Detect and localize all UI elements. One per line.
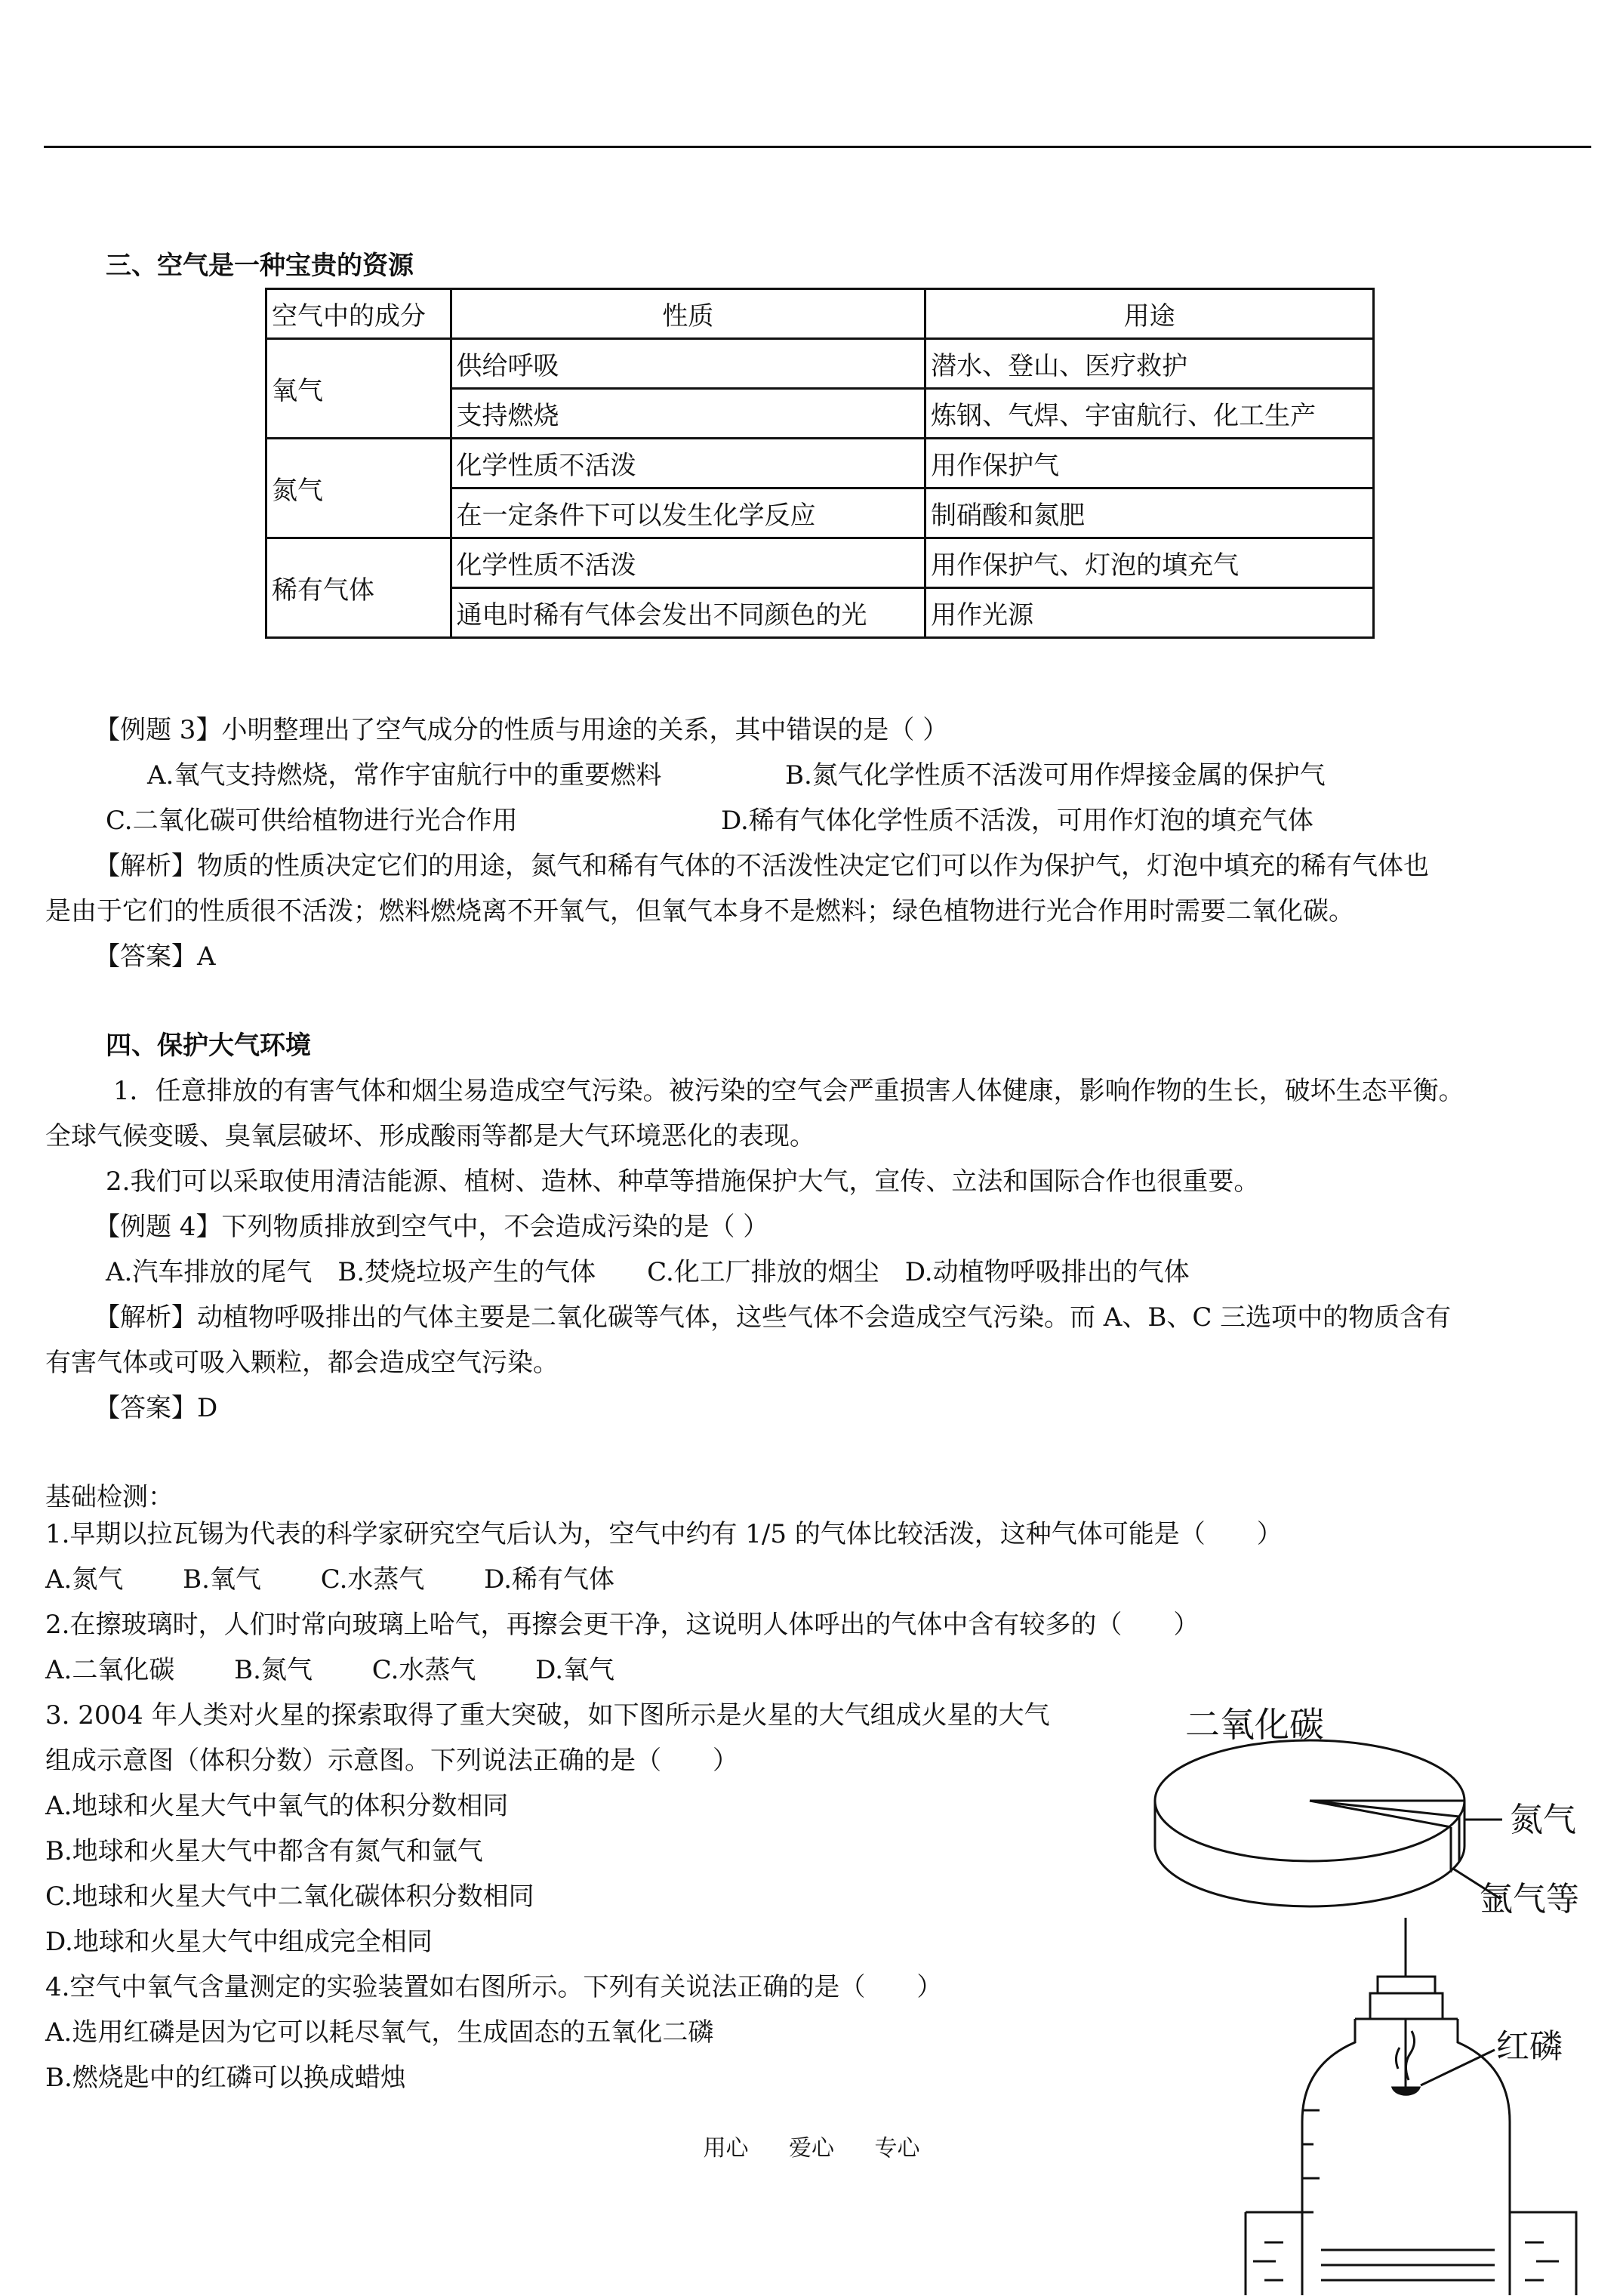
question-3: 3. 2004 年人类对火星的探索取得了重大突破，如下图所示是火星的大气组成火星的大气 <box>45 1700 1050 1730</box>
example3-question: 【例题 3】小明整理出了空气成分的性质与用途的关系，其中错误的是（ ） <box>94 715 949 745</box>
question-3-option-b: B.地球和火星大气中都含有氮气和氩气 <box>45 1836 483 1866</box>
question-1-options: A.氮气 B.氧气 C.水蒸气 D.稀有气体 <box>45 1564 615 1595</box>
example4-analysis-cont: 有害气体或可吸入颗粒，都会造成空气污染。 <box>45 1348 559 1378</box>
example3-option-d: D.稀有气体化学性质不活泼，可用作灯泡的填充气体 <box>721 806 1313 836</box>
use-cell: 潜水、登山、医疗救护 <box>925 339 1374 389</box>
example4-answer: 【答案】D <box>94 1393 218 1423</box>
section4-paragraph-1-cont: 全球气候变暖、臭氧层破坏、形成酸雨等都是大气环境恶化的表现。 <box>45 1121 815 1151</box>
section3-title: 三、空气是一种宝贵的资源 <box>106 251 414 281</box>
component-cell: 稀有气体 <box>266 538 451 638</box>
oxygen-apparatus-figure <box>1238 1918 1608 2295</box>
air-components-table <box>265 288 1375 639</box>
table-header-cell: 性质 <box>451 289 925 339</box>
example3-analysis-cont: 是由于它们的性质很不活泼；燃料燃烧离不开氧气，但氧气本身不是燃料；绿色植物进行光合作用时需要二氧化碳。 <box>45 896 1354 926</box>
component-cell: 氮气 <box>266 439 451 538</box>
example4-analysis: 【解析】动植物呼吸排出的气体主要是二氧化碳等气体，这些气体不会造成空气污染。而 A、B、C 三选项中的物质含有 <box>94 1302 1452 1333</box>
question-4-option-b: B.燃烧匙中的红磷可以换成蜡烛 <box>45 2063 406 2093</box>
label-nitrogen: 氮气 <box>1510 1801 1576 1839</box>
example4-question: 【例题 4】下列物质排放到空气中，不会造成污染的是（ ） <box>94 1212 769 1242</box>
question-3-cont: 组成示意图（体积分数）示意图。下列说法正确的是（ ） <box>45 1746 738 1776</box>
label-argon: 氩气等 <box>1480 1880 1579 1918</box>
property-cell: 供给呼吸 <box>451 339 925 389</box>
section4-paragraph-2: 2.我们可以采取使用清洁能源、植树、造林、种草等措施保护大气，宣传、立法和国际合作也很重要。 <box>106 1166 1260 1197</box>
label-red-phosphorus: 红磷 <box>1496 2027 1563 2066</box>
table-row <box>266 339 1374 389</box>
example3-option-c: C.二氧化碳可供给植物进行光合作用 <box>106 806 518 836</box>
question-2: 2.在擦玻璃时，人们时常向玻璃上哈气，再擦会更干净，这说明人体呼出的气体中含有较多的（ ） <box>45 1610 1200 1640</box>
component-cell: 氧气 <box>266 339 451 439</box>
property-cell: 通电时稀有气体会发出不同颜色的光 <box>451 588 925 638</box>
example3-option-a: A.氧气支持燃烧，常作宇宙航行中的重要燃料 <box>147 760 662 791</box>
section4-title: 四、保护大气环境 <box>106 1031 311 1061</box>
table-header-row <box>266 289 1374 339</box>
use-cell: 用作光源 <box>925 588 1374 638</box>
question-3-option-a: A.地球和火星大气中氧气的体积分数相同 <box>45 1791 509 1821</box>
footer <box>0 2129 1623 2162</box>
footer-word: 专心 <box>874 2135 920 2162</box>
property-cell: 化学性质不活泼 <box>451 439 925 488</box>
question-2-options: A.二氧化碳 B.氮气 C.水蒸气 D.氧气 <box>45 1655 615 1685</box>
section4-paragraph-1: 1．任意排放的有害气体和烟尘易造成空气污染。被污染的空气会严重损害人体健康，影响作物的生长，破坏生态平衡。 <box>113 1076 1464 1106</box>
question-4-option-a: A.选用红磷是因为它可以耗尽氧气，生成固态的五氧化二磷 <box>45 2017 714 2048</box>
use-cell: 制硝酸和氮肥 <box>925 488 1374 538</box>
use-cell: 炼钢、气焊、宇宙航行、化工生产 <box>925 389 1374 439</box>
footer-word: 爱心 <box>789 2135 834 2162</box>
question-3-option-d: D.地球和火星大气中组成完全相同 <box>45 1927 433 1957</box>
question-3-option-c: C.地球和火星大气中二氧化碳体积分数相同 <box>45 1881 534 1912</box>
example3-analysis: 【解析】物质的性质决定它们的用途，氮气和稀有气体的不活泼性决定它们可以作为保护气，灯泡中填充的稀有气体也 <box>94 851 1429 881</box>
label-carbon-dioxide: 二氧化碳 <box>1185 1704 1324 1745</box>
basic-check-title: 基础检测： <box>45 1482 174 1512</box>
property-cell: 支持燃烧 <box>451 389 925 439</box>
use-cell: 用作保护气 <box>925 439 1374 488</box>
example3-option-b: B.氮气化学性质不活泼可用作焊接金属的保护气 <box>785 760 1326 791</box>
footer-word: 用心 <box>703 2135 749 2162</box>
question-4: 4.空气中氧气含量测定的实验装置如右图所示。下列有关说法正确的是（ ） <box>45 1972 943 2002</box>
table-header-cell: 空气中的成分 <box>266 289 451 339</box>
table-row <box>266 538 1374 588</box>
table-row <box>266 439 1374 488</box>
example3-answer: 【答案】A <box>94 942 216 972</box>
mars-atmosphere-pie-figure <box>1147 1680 1600 1922</box>
header-rule <box>44 146 1591 148</box>
question-1: 1.早期以拉瓦锡为代表的科学家研究空气后认为，空气中约有 1/5 的气体比较活泼，这种气体可能是（ ） <box>45 1519 1283 1549</box>
example4-options: A.汽车排放的尾气 B.焚烧垃圾产生的气体 C.化工厂排放的烟尘 D.动植物呼吸排出的气体 <box>106 1257 1190 1287</box>
use-cell: 用作保护气、灯泡的填充气 <box>925 538 1374 588</box>
table-header-cell: 用途 <box>925 289 1374 339</box>
property-cell: 在一定条件下可以发生化学反应 <box>451 488 925 538</box>
property-cell: 化学性质不活泼 <box>451 538 925 588</box>
